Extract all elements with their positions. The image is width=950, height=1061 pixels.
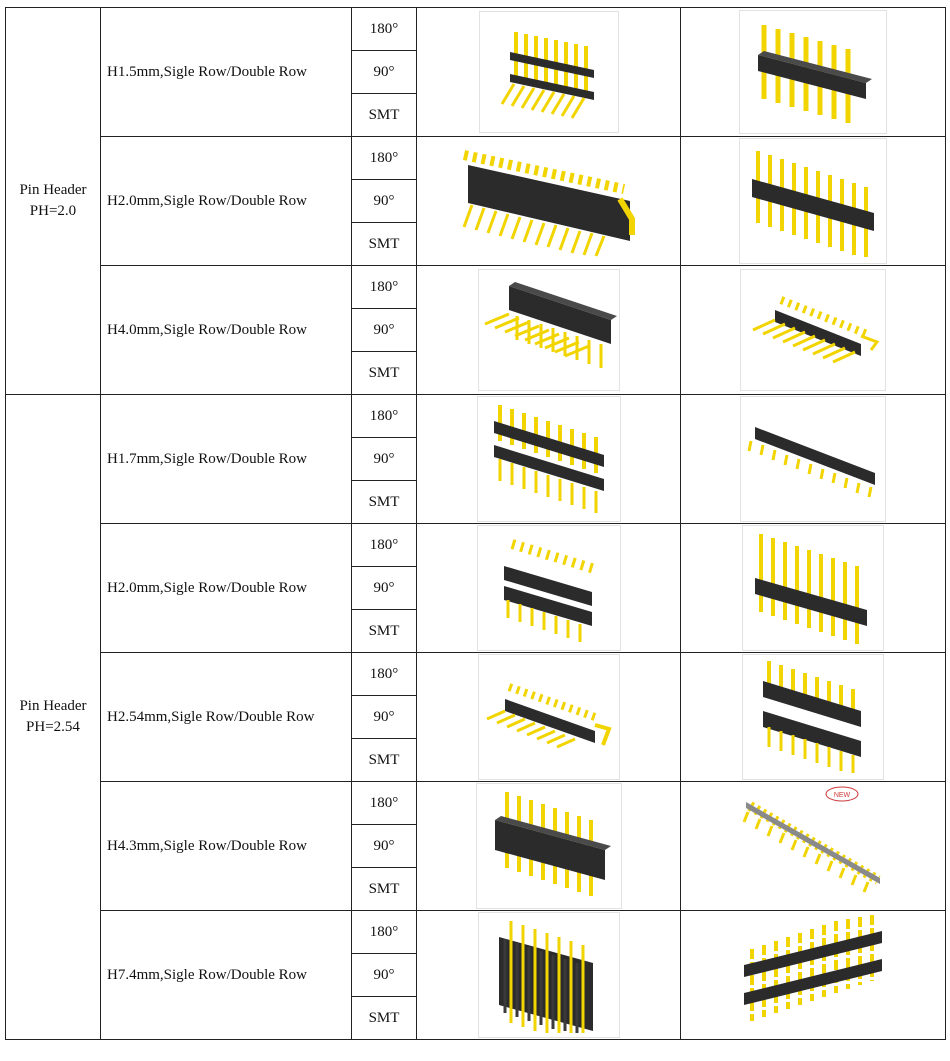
angle-180: 180° — [352, 911, 417, 954]
product-image-cell — [417, 395, 681, 524]
model-h4-3: H4.3mm,Sigle Row/Double Row — [101, 782, 352, 911]
product-image-cell — [417, 137, 681, 266]
pin-header-smt-image — [740, 396, 886, 522]
angle-180: 180° — [352, 524, 417, 567]
pin-header-double-row-image — [477, 396, 621, 522]
angle-90: 90° — [352, 180, 417, 223]
group-label-line1: Pin Header — [19, 182, 87, 198]
angle-90: 90° — [352, 51, 417, 94]
pin-header-single-row-image — [739, 138, 887, 264]
angle-90: 90° — [352, 309, 417, 352]
angle-180: 180° — [352, 653, 417, 696]
model-h7-4: H7.4mm,Sigle Row/Double Row — [101, 911, 352, 1040]
angle-90: 90° — [352, 825, 417, 868]
pin-header-multi-row-image — [738, 913, 888, 1037]
angle-180: 180° — [352, 395, 417, 438]
product-image-cell — [417, 911, 681, 1040]
angle-180: 180° — [352, 137, 417, 180]
pin-header-single-row-image — [742, 525, 884, 651]
pin-header-single-row-image — [476, 783, 622, 909]
angle-90: 90° — [352, 696, 417, 739]
pin-header-right-angle-image — [454, 145, 644, 257]
model-h2-54: H2.54mm,Sigle Row/Double Row — [101, 653, 352, 782]
angle-smt: SMT — [352, 997, 417, 1040]
product-image-cell — [681, 137, 946, 266]
product-image-cell — [417, 653, 681, 782]
angle-90: 90° — [352, 954, 417, 997]
product-image-cell — [681, 395, 946, 524]
angle-smt: SMT — [352, 481, 417, 524]
pin-header-double-row-image — [479, 11, 619, 133]
new-badge-text: NEW — [833, 792, 851, 799]
pin-header-smt-image — [740, 269, 886, 391]
model-h2-0: H2.0mm,Sigle Row/Double Row — [101, 524, 352, 653]
product-image-cell — [681, 911, 946, 1040]
model-h2-0: H2.0mm,Sigle Row/Double Row — [101, 137, 352, 266]
angle-smt: SMT — [352, 352, 417, 395]
product-image-cell — [417, 8, 681, 137]
group-label-line2: PH=2.54 — [26, 719, 80, 735]
product-image-cell — [681, 8, 946, 137]
product-image-cell — [417, 524, 681, 653]
angle-180: 180° — [352, 8, 417, 51]
group-label-line1: Pin Header — [19, 698, 87, 714]
pin-header-smt-image — [738, 784, 888, 908]
angle-smt: SMT — [352, 94, 417, 137]
product-image-cell — [417, 266, 681, 395]
angle-smt: SMT — [352, 223, 417, 266]
pin-header-spec-table — [5, 7, 946, 1040]
pin-header-right-angle-image — [478, 269, 620, 391]
group-label-ph2-54 — [6, 395, 101, 1040]
product-image-cell — [681, 782, 946, 911]
angle-smt: SMT — [352, 739, 417, 782]
angle-90: 90° — [352, 567, 417, 610]
pin-header-double-row-right-angle-image — [477, 525, 621, 651]
angle-smt: SMT — [352, 610, 417, 653]
pin-header-double-row-right-angle-image — [478, 654, 620, 780]
angle-180: 180° — [352, 266, 417, 309]
model-h1-7: H1.7mm,Sigle Row/Double Row — [101, 395, 352, 524]
angle-180: 180° — [352, 782, 417, 825]
group-label-ph2-0 — [6, 8, 101, 395]
group-label-line2: PH=2.0 — [29, 203, 77, 219]
product-image-cell — [417, 782, 681, 911]
product-image-cell — [681, 653, 946, 782]
angle-90: 90° — [352, 438, 417, 481]
product-image-cell — [681, 524, 946, 653]
pin-header-single-row-image — [739, 10, 887, 134]
pin-header-tall-body-image — [478, 912, 620, 1038]
model-h4-0: H4.0mm,Sigle Row/Double Row — [101, 266, 352, 395]
model-h1-5: H1.5mm,Sigle Row/Double Row — [101, 8, 352, 137]
pin-header-double-row-image — [742, 654, 884, 780]
angle-smt: SMT — [352, 868, 417, 911]
product-image-cell — [681, 266, 946, 395]
